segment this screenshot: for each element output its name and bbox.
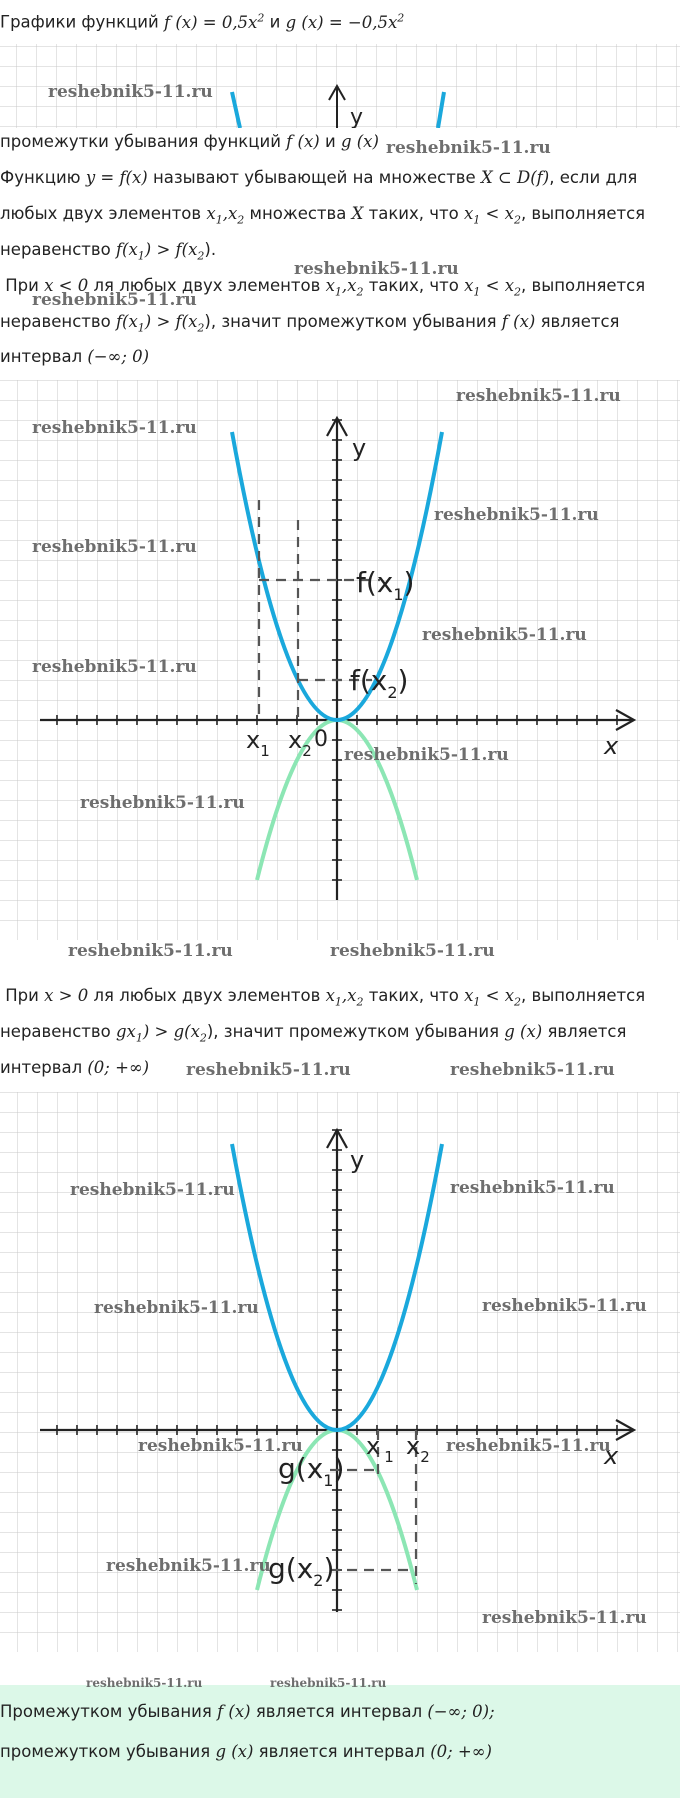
conclusion-line1: Промежутком убывания f (x) является интервал (−∞; 0); — [0, 1702, 495, 1721]
x-axis-label: x — [604, 732, 619, 760]
section1-line4: неравенство $f(x_1) > f(x_2)$. — [0, 240, 217, 263]
watermark: reshebnik5-11.ru — [482, 1608, 647, 1628]
watermark: reshebnik5-11.ru — [434, 505, 599, 525]
watermark: reshebnik5-11.ru — [106, 1556, 271, 1576]
section2-line2: неравенство $f(x_1) > f(x_2)$, значит промежутком убывания f (x) является — [0, 312, 620, 335]
section1-line3: любых двух элементов $x_1,x_2$ множества X таких, что $x_1 < x_2$, выполняется — [0, 204, 646, 227]
svg-text:y: y — [350, 105, 364, 128]
watermark: reshebnik5-11.ru — [86, 1676, 203, 1690]
x1-label: x $_1$ — [366, 1432, 394, 1466]
graph-g-decreasing — [0, 1092, 680, 1652]
watermark: reshebnik5-11.ru — [344, 745, 509, 765]
x2-label: $x_2$ — [288, 726, 312, 760]
section1-line1: промежутки убывания функций f (x) и g (x) — [0, 132, 379, 151]
watermark: reshebnik5-11.ru — [456, 386, 621, 406]
watermark: reshebnik5-11.ru — [270, 1676, 387, 1690]
fx2-label: $f(x_2)$ — [350, 664, 409, 702]
origin-label: 0 — [314, 727, 328, 752]
watermark: reshebnik5-11.ru — [70, 1180, 235, 1200]
watermark: reshebnik5-11.ru — [482, 1296, 647, 1316]
title-f: f $(x) = 0,5x^2$ — [163, 11, 265, 32]
gx2-label: $g(x_2)$ — [268, 1552, 335, 1590]
watermark: reshebnik5-11.ru — [32, 290, 197, 310]
x-axis-label: x — [604, 1442, 619, 1470]
title-text: Графики функций — [0, 12, 164, 32]
title-g: g $(x) = -0,5x^2$ — [285, 11, 405, 32]
title-and: и — [264, 12, 286, 32]
watermark: reshebnik5-11.ru — [450, 1178, 615, 1198]
watermark: reshebnik5-11.ru — [80, 793, 245, 813]
fx1-label: $f(x_1)$ — [356, 566, 415, 604]
watermark: reshebnik5-11.ru — [32, 537, 197, 557]
watermark: reshebnik5-11.ru — [422, 625, 587, 645]
watermark: reshebnik5-11.ru — [386, 138, 551, 158]
watermark: reshebnik5-11.ru — [138, 1436, 303, 1456]
watermark: reshebnik5-11.ru — [32, 657, 197, 677]
section3-line3: интервал (0; +∞) — [0, 1058, 150, 1077]
watermark: reshebnik5-11.ru — [186, 1060, 351, 1080]
watermark: reshebnik5-11.ru — [32, 418, 197, 438]
y-axis-label: y — [352, 434, 367, 462]
conclusion-line2: промежутком убывания g (x) является интервал (0; +∞) — [0, 1742, 492, 1761]
watermark: reshebnik5-11.ru — [330, 941, 495, 961]
x2-label: $x_2$ — [406, 1432, 430, 1466]
y-axis-label: y — [350, 1146, 365, 1174]
watermark: reshebnik5-11.ru — [94, 1298, 259, 1318]
section3-line1: При x > 0 ля любых двух элементов $x_1,x_2$ таких, что $x_1 < x_2$, выполняется — [5, 986, 646, 1009]
x1-label: $x_1$ — [246, 726, 270, 760]
watermark: reshebnik5-11.ru — [48, 82, 213, 102]
watermark: reshebnik5-11.ru — [294, 259, 459, 279]
section2-line3: интервал (−∞; 0) — [0, 347, 150, 366]
page-title — [0, 6, 680, 35]
gx1-label: $g(x_1)$ — [278, 1452, 345, 1490]
section3-line2: неравенство $gx_1) > g(x_2)$, значит промежутком убывания g (x) является — [0, 1022, 627, 1045]
watermark: reshebnik5-11.ru — [450, 1060, 615, 1080]
section1-line2: Функцию y = f(x) называют убывающей на множестве X ⊂ D(f), если для — [0, 168, 638, 187]
section2-line1: При x < 0 ля любых двух элементов $x_1,x_2$ таких, что $x_1 < x_2$, выполняется — [5, 276, 646, 299]
watermark: reshebnik5-11.ru — [446, 1436, 611, 1456]
watermark: reshebnik5-11.ru — [68, 941, 233, 961]
